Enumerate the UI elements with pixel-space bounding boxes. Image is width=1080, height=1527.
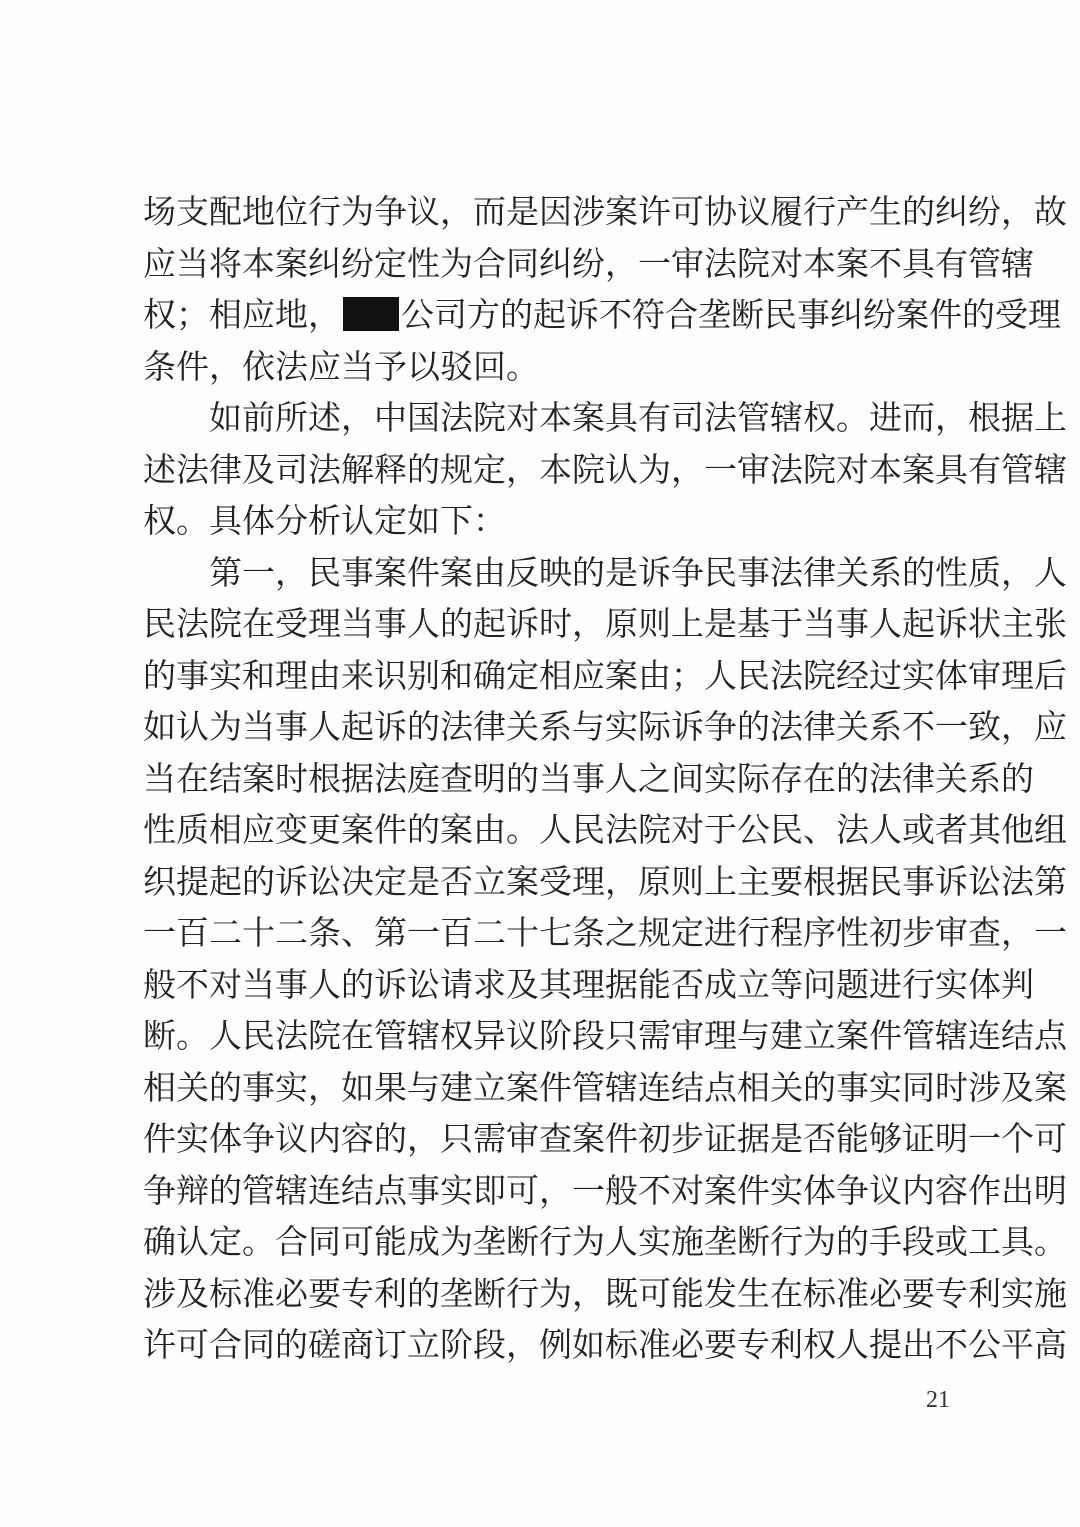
redaction-prefix: 权；相应地，	[143, 295, 341, 334]
text-line: 般不对当事人的诉讼请求及其理据能否成立等问题进行实体判	[143, 964, 1034, 1004]
text-line: 确认定。合同可能成为垄断行为人实施垄断行为的手段或工具。	[143, 1222, 1067, 1261]
text-line: 争辩的管辖连结点事实即可，一般不对案件实体争议内容作出明	[143, 1170, 1067, 1210]
text-line: 场支配地位行为争议，而是因涉案许可协议履行产生的纠纷，故	[143, 192, 1067, 231]
paragraph-first-line: 如前所述，中国法院对本案具有司法管辖权。进而，根据上	[209, 398, 1067, 437]
text-line: 性质相应变更案件的案由。人民法院对于公民、法人或者其他组	[143, 810, 1067, 849]
body-text	[143, 186, 1067, 1371]
text-line: 断。人民法院在管辖权异议阶段只需审理与建立案件管辖连结点	[143, 1016, 1067, 1055]
text-line: 一百二十二条、第一百二十七条之规定进行程序性初步审查，一	[143, 913, 1067, 952]
text-line: 述法律及司法解释的规定，本院认为，一审法院对本案具有管辖	[143, 449, 1067, 489]
text-line: 许可合同的磋商订立阶段，例如标准必要专利权人提出不公平高	[143, 1325, 1067, 1364]
text-line: 条件，依法应当予以驳回。	[143, 346, 539, 386]
text-line: 相关的事实，如果与建立案件管辖连结点相关的事实同时涉及案	[143, 1067, 1067, 1107]
text-line: 民法院在受理当事人的起诉时，原则上是基于当事人起诉状主张	[143, 604, 1067, 643]
page-number: 21	[926, 1387, 950, 1413]
text-line: 应当将本案纠纷定性为合同纠纷，一审法院对本案不具有管辖	[143, 243, 1034, 283]
paragraph-first-line: 第一，民事案件案由反映的是诉争民事法律关系的性质，人	[209, 552, 1067, 592]
redaction-suffix: 公司方的起诉不符合垄断民事纠纷案件的受理	[401, 295, 1061, 334]
text-line: 涉及标准必要专利的垄断行为，既可能发生在标准必要专利实施	[143, 1273, 1067, 1313]
text-line: 织提起的诉讼决定是否立案受理，原则上主要根据民事诉讼法第	[143, 861, 1067, 901]
redaction-block	[343, 297, 399, 331]
text-line: 的事实和理由来识别和确定相应案由；人民法院经过实体审理后	[143, 655, 1067, 695]
text-line-with-redaction	[143, 289, 1061, 341]
text-line: 当在结案时根据法庭查明的当事人之间实际存在的法律关系的	[143, 758, 1034, 798]
text-line: 件实体争议内容的，只需审查案件初步证据是否能够证明一个可	[143, 1119, 1067, 1158]
text-line: 如认为当事人起诉的法律关系与实际诉争的法律关系不一致，应	[143, 707, 1067, 746]
text-line: 权。具体分析认定如下：	[143, 501, 506, 540]
